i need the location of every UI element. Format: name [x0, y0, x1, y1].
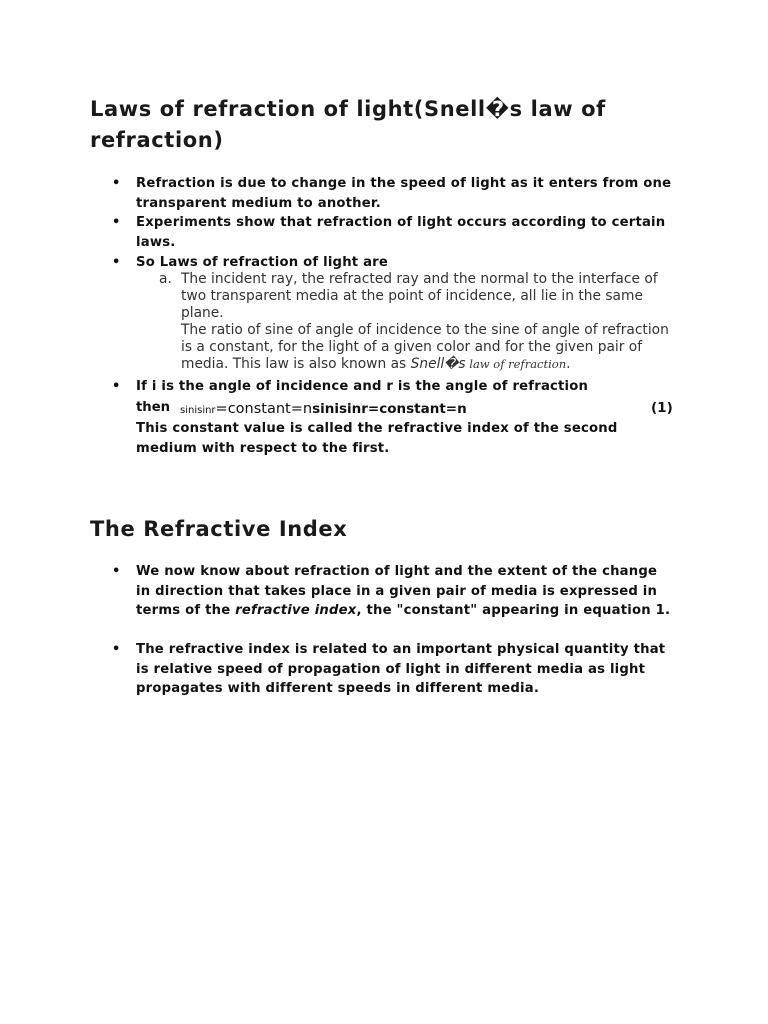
refractive-index-term: refractive index — [235, 603, 357, 618]
snell-term: Snell�s — [410, 356, 466, 372]
list-item-text: We now know about refraction of light and the extent of the change in direction that takes place in a given pair of media is expressed in terms of the — [136, 564, 658, 618]
bullet-icon: • — [112, 642, 121, 657]
equation-bold: sinisinr=constant=n — [312, 401, 467, 417]
list-item — [112, 174, 676, 213]
equation-number: (1) — [651, 400, 673, 416]
bullet-icon: • — [112, 255, 121, 270]
then-label: then — [136, 400, 171, 415]
bullet-icon: • — [112, 176, 121, 191]
list-item-text: If i is the angle of incidence and r is the angle of refraction — [136, 379, 589, 394]
list-item — [112, 377, 676, 397]
list-item-text: Refraction is due to change in the speed of light as it enters from one transparent medium to another. — [136, 176, 672, 211]
list-item — [112, 562, 676, 621]
section-heading-refractive-index: The Refractive Index — [90, 517, 348, 541]
list-item — [112, 213, 676, 252]
equation — [180, 398, 467, 417]
list-item — [112, 640, 676, 699]
sublist-period: . — [566, 356, 571, 372]
list-item-text: Experiments show that refraction of light occurs according to certain laws. — [136, 215, 666, 250]
bullet-icon: • — [112, 379, 121, 394]
list-item-text-tail: , the "constant" appearing in equation 1. — [356, 603, 671, 618]
law-of-refraction-term: law of refraction — [465, 357, 567, 371]
list-marker: a. — [159, 271, 172, 287]
sublist-paragraph: The ratio of sine of angle of incidence to the sine of angle of refraction is a constant, for the light of a given color and for the given pair of media. This law is also known as — [181, 322, 669, 372]
equation-fraction: sinisinr — [180, 405, 216, 416]
constant-text: This constant value is called the refractive index of the second medium with respect to the first. — [136, 421, 618, 456]
paragraph — [136, 419, 676, 458]
section-heading-laws: Laws of refraction of light(Snell�s law of refraction) — [90, 97, 606, 152]
equation-row — [136, 398, 676, 418]
list-item — [112, 253, 676, 273]
bullet-icon: • — [112, 215, 121, 230]
list-item-text: So Laws of refraction of light are — [136, 255, 389, 270]
sublist-item — [159, 271, 681, 373]
equation-constant: =constant=n — [215, 401, 313, 417]
bullet-icon: • — [112, 564, 121, 579]
sublist-text: The incident ray, the refracted ray and the normal to the interface of two transparent media at the point of incidence, all lie in the same plane. — [181, 271, 658, 321]
list-item-text: The refractive index is related to an important physical quantity that is relative speed of propagation of light in different media as light propagates with different speeds in different media. — [136, 642, 666, 696]
